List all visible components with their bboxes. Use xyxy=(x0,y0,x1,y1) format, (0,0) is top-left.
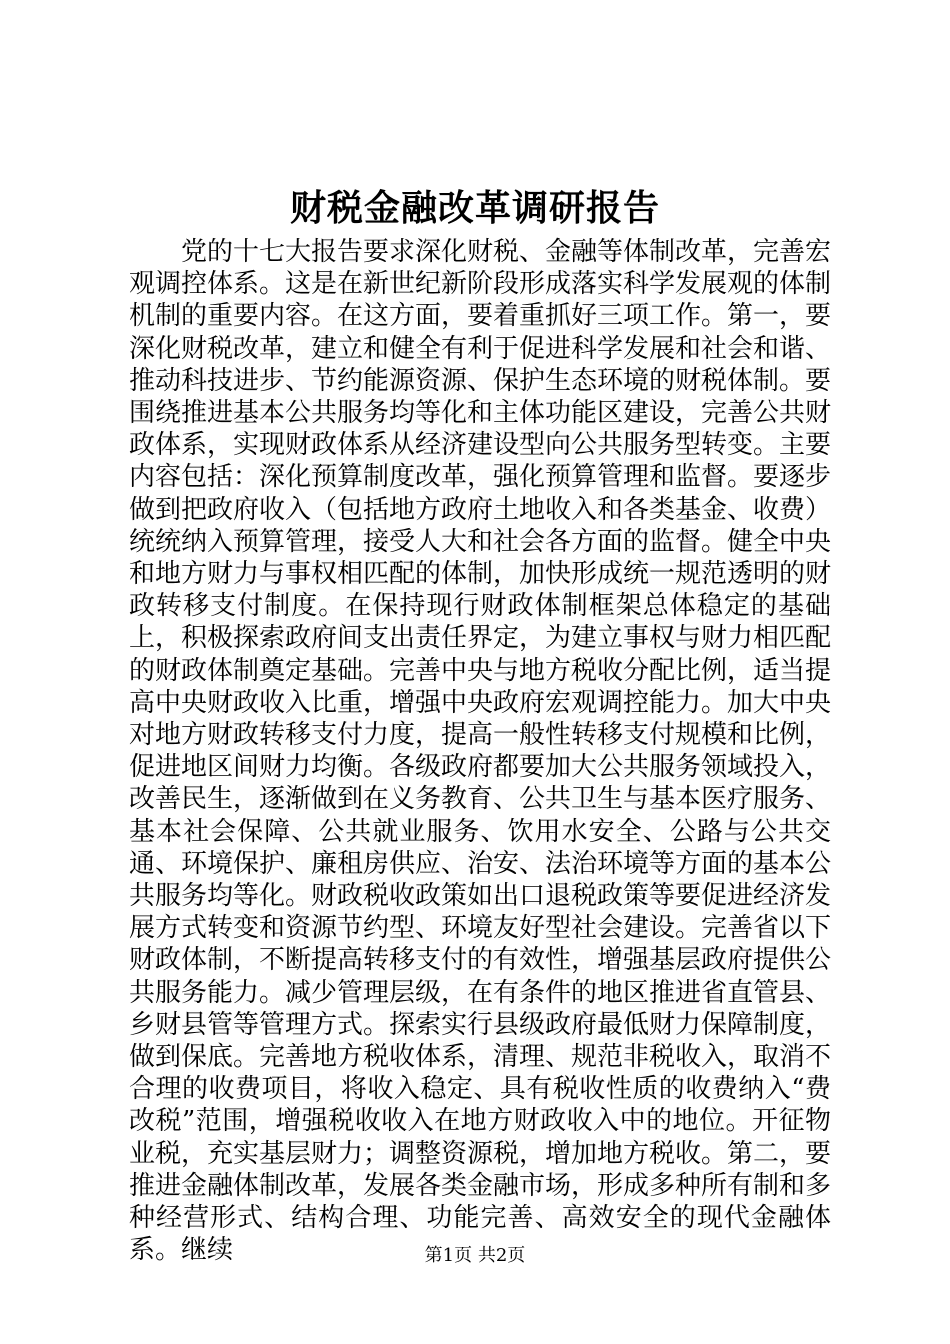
document-body-paragraph: 党的十七大报告要求深化财税、金融等体制改革，完善宏观调控体系。这是在新世纪新阶段形成落实科学发展观的体制机制的重要内容。在这方面，要着重抓好三项工作。第一，要深化财税改革，建立和健全有利于促进科学发展和社会和谐、推动科技进步、节约能源资源、保护生态环境的财税体制。要围绕推进基本公共服务均等化和主体功能区建设，完善公共财政体系，实现财政体系从经济建设型向公共服务型转变。主要内容包括：深化预算制度改革，强化预算管理和监督。要逐步做到把政府收入（包括地方政府土地收入和各类基金、收费）统统纳入预算管理，接受人大和社会各方面的监督。健全中央和地方财力与事权相匹配的体制，加快形成统一规范透明的财政转移支付制度。在保持现行财政体制框架总体稳定的基础上，积极探索政府间支出责任界定，为建立事权与财力相匹配的财政体制奠定基础。完善中央与地方税收分配比例，适当提高中央财政收入比重，增强中央政府宏观调控能力。加大中央对地方财政转移支付力度，提高一般性转移支付规模和比例，促进地区间财力均衡。各级政府都要加大公共服务领域投入，改善民生，逐渐做到在义务教育、公共卫生与基本医疗服务、基本社会保障、公共就业服务、饮用水安全、公路与公共交通、环境保护、廉租房供应、治安、法治环境等方面的基本公共服务均等化。财政税收政策如出口退税政策等要促进经济发展方式转变和资源节约型、环境友好型社会建设。完善省以下财政体制，不断提高转移支付的有效性，增强基层政府提供公共服务能力。减少管理层级，在有条件的地区推进省直管县、乡财县管等管理方式。探索实行县级政府最低财力保障制度，做到保底。完善地方税收体系，清理、规范非税收入，取消不合理的收费项目，将收入稳定、具有税收性质的收费纳入“费改税”范围，增强税收收入在地方财政收入中的地位。开征物业税，充实基层财力；调整资源税，增加地方税收。第二，要推进金融体制改革，发展各类金融市场，形成多种所有制和多种经营形式、结构合理、功能完善、高效安全的现代金融体系。继续 xyxy=(129,237,832,1266)
document-title: 财税金融改革调研报告 xyxy=(289,187,660,229)
page-number-footer: 第1页 共2页 xyxy=(424,1245,526,1266)
